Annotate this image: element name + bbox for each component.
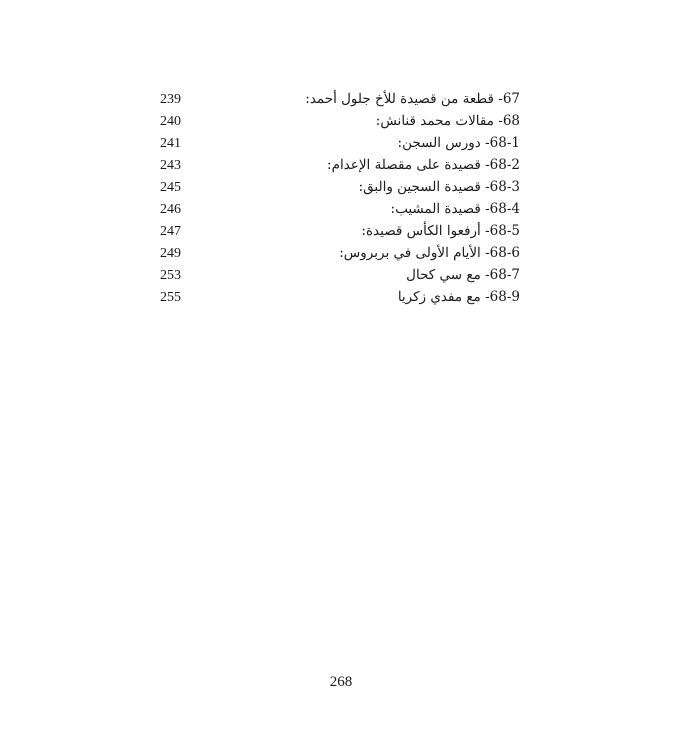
toc-page-number: 240 [160,114,181,129]
toc-page-number: 255 [160,290,181,305]
toc-row [160,242,520,264]
toc-page-number: 245 [160,180,181,195]
toc-row [160,286,520,308]
toc-row [160,198,520,220]
page-footer-number: 268 [329,674,353,690]
toc-entry-title: 68-4- قصيدة المشيب: [390,201,520,217]
toc-page-number: 247 [160,224,181,239]
toc-row [160,110,520,132]
toc-entry-title: 68-5- أرفعوا الكأس قصيدة: [361,223,520,239]
toc-row [160,154,520,176]
toc-page-number: 243 [160,158,181,173]
toc-entry-title: 68-9- مع مفدي زكريا [397,289,520,305]
toc-page-number: 241 [160,136,181,151]
toc-page-number: 249 [160,246,181,261]
toc-page-number: 239 [160,92,181,107]
toc-entry-title: 68-3- قصيدة السجين والبق: [358,179,520,195]
toc-page-number: 253 [160,268,181,283]
toc-entry-title: 67- قطعة من قصيدة للأخ جلول أحمد: [305,91,520,107]
toc-entry-title: 68-7- مع سي كحال [406,267,520,283]
toc-page-number: 246 [160,202,181,217]
toc-entry-title: 68-2- قصيدة على مقصلة الإعدام: [327,157,520,173]
toc-row [160,88,520,110]
toc-entry-title: 68-6- الأيام الأولى في بربروس: [339,245,520,261]
toc-row [160,264,520,286]
toc-entry-title: 68-1- دورس السجن: [397,135,520,151]
toc-row [160,176,520,198]
toc-row [160,220,520,242]
table-of-contents [160,88,520,308]
toc-row [160,132,520,154]
toc-entry-title: 68- مقالات محمد قنانش: [375,113,520,129]
